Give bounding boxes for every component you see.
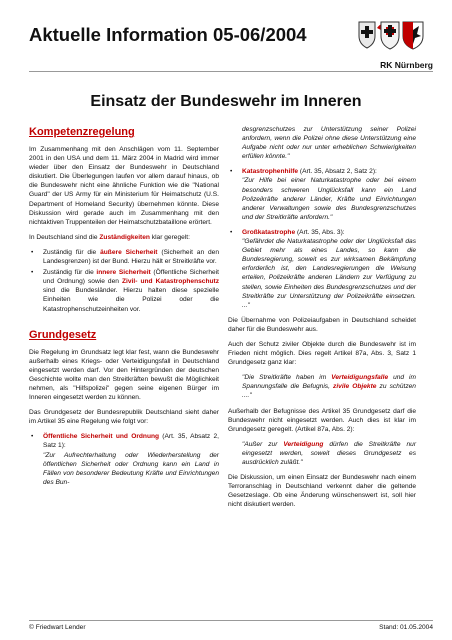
- text-run: Zuständig für die: [43, 248, 101, 256]
- text-run: (Sicherheit an den Landesgrenzen) ist der Bund. Hierzu hält er Streitkräfte vor.: [43, 248, 219, 266]
- org-label: RK Nürnberg: [380, 60, 433, 70]
- document-subtitle: Einsatz der Bundeswehr im Inneren: [90, 93, 362, 110]
- list: [228, 167, 416, 309]
- left-column: [29, 125, 219, 493]
- text-run: In Deutschland sind die: [29, 233, 100, 241]
- list-item: [230, 228, 416, 310]
- emphasis: zivile Objekte: [333, 383, 377, 391]
- section-heading-grundgesetz: Grundgesetz: [29, 328, 97, 341]
- paragraph: Die Regelung im Grundsatz legt klar fest, wann die Bundeswehr außerhalb eines Kriegs- oder Verteidigungsfall in Deutschland eingesetzt werden darf. Vor den Hintergründen der deutschen Geschichte wollte man den Streitkräften bewußt die Möglichkeit nehmen, als "Hilfspolizei" gegen seine eigenen Bürger im Inneren eingesetzt werden zu können.: [29, 348, 219, 402]
- text-run: dürfen die Streitkräfte nur eingesetzt werden, soweit dieses Grundgesetz es ausdrücklich zuläßt.": [242, 440, 417, 466]
- right-column: [228, 125, 416, 515]
- text-run: und im Spannungsfalle die Befugnis,: [242, 374, 416, 391]
- paragraph: [29, 233, 219, 242]
- section-heading-kompetenz: Kompetenzregelung: [29, 126, 135, 138]
- list-item: [31, 268, 220, 313]
- quote: [228, 440, 416, 467]
- bullet-icon: •: [31, 433, 34, 441]
- quote: "Gefährdet die Naturkatastrophe oder der Unglücksfall das Gebiet mehr als eines Landes, so kann die Bundesregierung, soweit es zur wirksamen Bekämpfung erforderlich ist, den Landesregierungen die Weisung erteilen, Polizeikräfte anderen Ländern zur Verfügung zu stellen, sowie Einheiten des Bundesgrenzschutzes und der Streitkräfte zur Unterstützung der Polizeikräfte einsetzen. ...": [242, 238, 416, 309]
- paragraph: Im Zusammenhang mit den Anschlägen vom 11. September 2001 in den USA und dem 11. März 2004 in Madrid wird immer wieder über den Einsatz der Bundeswehr in Deutschland diskutiert. Die Überlegungen laufen vor allem darauf hinaus, ob die Bundeswehr nicht eine ähnliche Funktion wie die "National Guard" der US Army für ein Ministerium für Heimatschutz (U.S. Department of Homeland Security) übernehmen könnte. Diese Diskussion wird gerade auch im Zusammenhang mit den nichtaktiven Truppenteilen der Heimatschutzbataillone erörtert.: [29, 146, 219, 226]
- text-run: sind die Bundesländer. Hierzu halten diese spezielle Einheiten wie die Polizei oder die Katastrophenschutzeinheiten vor.: [43, 287, 219, 313]
- header-divider: [29, 71, 433, 72]
- text-run: klar geregelt:: [149, 233, 190, 241]
- paragraph: Das Grundgesetz der Bundesrepublik Deutschland sieht daher im Artikel 35 eine Regelung wie folgt vor:: [29, 409, 219, 426]
- emphasis: Öffentliche Sicherheit und Ordnung: [43, 433, 160, 441]
- coat-of-arms-logo: [355, 20, 427, 56]
- list: [29, 432, 219, 487]
- page-title: Aktuelle Information 05-06/2004: [29, 24, 307, 45]
- text-run: (Art. 35, Absatz 2, Satz 2):: [298, 168, 377, 176]
- bullet-icon: •: [230, 228, 233, 236]
- bullet-icon: •: [230, 168, 233, 176]
- paragraph: Außerhalb der Befugnisse des Artikel 35 Grundgesetz darf die Bundeswehr nicht eingesetzt werden. Auch dies ist klar im Grundgesetz geregelt. (Artikel 87a, Abs. 2):: [228, 407, 416, 433]
- emphasis: Zivil- und Katastrophenschutz: [122, 278, 220, 286]
- quote: "Zur Aufrechterhaltung oder Wiederherstellung der öffentlichen Sicherheit oder Ordnung kann ein Land in Fällen von besonderer Bedeutung Kräfte und Einrichtungen des Bun-: [43, 451, 219, 486]
- quote-continued: desgrenzschutzes zur Unterstützung seiner Polizei anfordern, wenn die Polizei ohne diese Unterstützung eine Aufgabe nicht oder nur unter erheblichen Schwierigkeiten erfüllen könnte.": [242, 126, 416, 161]
- footer-divider: [29, 620, 433, 621]
- footer-author: © Friedwart Lender: [29, 624, 86, 631]
- text-run: (Art. 35, Abs. 3):: [295, 228, 345, 236]
- text-run: (Öffentliche Sicherheit und Ordnung) sowie den: [43, 269, 219, 286]
- list-item: [31, 432, 219, 487]
- paragraph: Die Diskussion, um einen Einsatz der Bundeswehr nach einem Terroranschlag in Deutschland verkennt daher die geltende Gesetzeslage. Ob eine Änderung wünschenswert ist, soll hier nicht diskutiert werden.: [228, 474, 416, 509]
- footer-date: Stand: 01.05.2004: [379, 624, 433, 631]
- text-run: (Art. 35, Absatz 2, Satz 1):: [43, 433, 219, 450]
- bullet-icon: •: [31, 269, 34, 277]
- emphasis: äußere Sicherheit: [100, 248, 158, 256]
- paragraph: Auch der Schutz ziviler Objekte durch die Bundeswehr ist im Frieden nicht möglich. Dies regelt Artikel 87a, Abs. 3, Satz 1 Grundgesetz ganz klar:: [228, 340, 416, 367]
- emphasis: innere Sicherheit: [96, 269, 151, 277]
- quote: "Zur Hilfe bei einer Naturkatastrophe oder bei einem besonders schweren Unglücksfall kann ein Land Polizeikräfte anderer Länder, Kräfte und Einrichtungen anderer Verwaltungen sowie des Bundesgrenzschutzes und der Streitkräfte anfordern.": [242, 177, 416, 221]
- emphasis: Großkatastrophe: [242, 228, 296, 236]
- emphasis: Verteidigungsfalle: [331, 374, 389, 382]
- text-run: "Die Streitkräfte haben im: [242, 374, 332, 382]
- list-item: [31, 248, 219, 266]
- emphasis: Zuständigkeiten: [99, 233, 150, 241]
- text-run: "Außer zur: [242, 440, 284, 448]
- list-item: [230, 167, 416, 222]
- emphasis: Verteidigung: [283, 440, 324, 448]
- bullet-icon: •: [31, 248, 34, 256]
- paragraph: Die Übernahme von Polizeiaufgaben in Deutschland scheidet daher für die Bundeswehr aus.: [228, 316, 416, 333]
- list: [29, 248, 219, 314]
- emphasis: Katastrophenhilfe: [242, 168, 299, 176]
- text-run: Zuständig für die: [43, 269, 97, 277]
- text-run: zu schützen ....": [242, 383, 416, 400]
- quote: [228, 373, 416, 400]
